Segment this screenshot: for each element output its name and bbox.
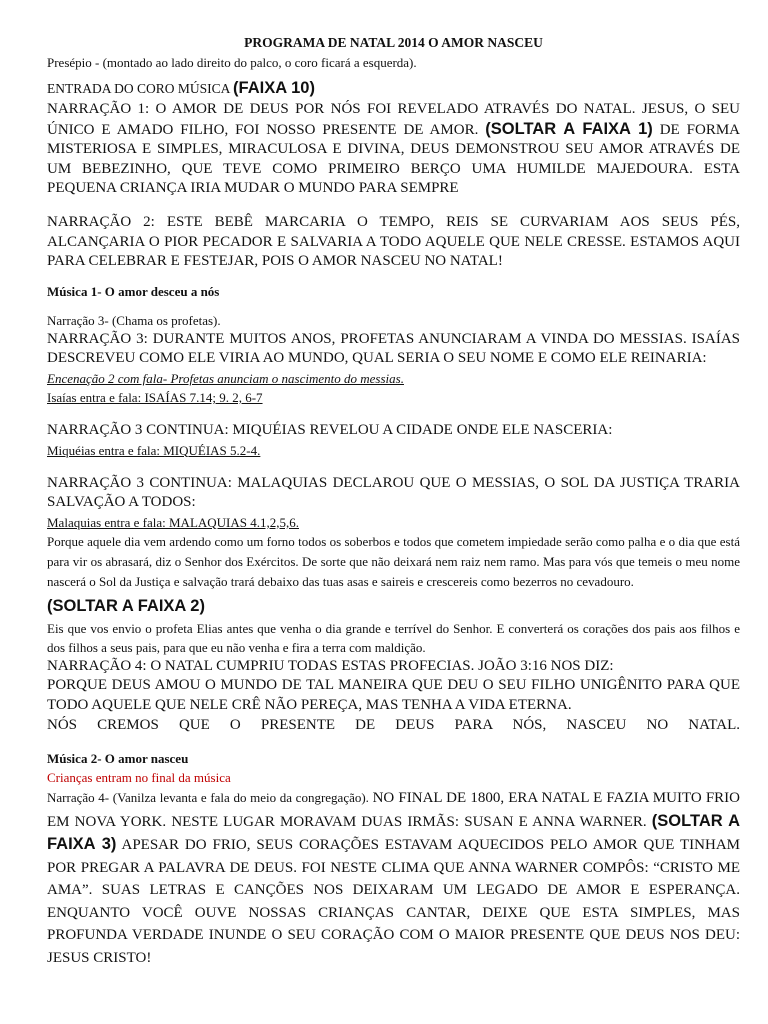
malaquias-line: Malaquias entra e fala: MALAQUIAS 4.1,2,5,6. [47, 514, 299, 530]
narracao-1-part2: DE FORMA MISTERIOSA E SIMPLES, MIRACULOSA E DIVINA, DEUS DEMONSTROU SEU AMOR ATRAVÉS DE UM BEBEZINHO, QUE TEVE COMO PRIMEIRO BERÇO UMA HUMILDE MAJEDOURA. ESTA PEQUENA CRIANÇA IRIA MUDAR O MUNDO PARA SEMPRE [47, 121, 740, 197]
narracao-3-continua-miqueias: NARRAÇÃO 3 CONTINUA: MIQUÉIAS REVELOU A CIDADE ONDE ELE NASCERIA: [47, 421, 613, 438]
faixa-3-cue: (SOLTAR A FAIXA 3) [47, 811, 740, 854]
faixa-10-cue: (FAIXA 10) [233, 79, 315, 97]
faixa-2-cue: (SOLTAR A FAIXA 2) [47, 596, 205, 615]
criancas-note: Crianças entram no final da música [47, 770, 231, 786]
musica-1-heading: Música 1- O amor desceu a nós [47, 283, 220, 299]
document-title: PROGRAMA DE NATAL 2014 O AMOR NASCEU [244, 35, 543, 50]
narracao-4-warner-part2: APESAR DO FRIO, SEUS CORAÇÕES ESTAVAM AQUECIDOS PELO AMOR QUE TINHAM POR PREGAR A PALAVRA DE DEUS. FOI NESTE CLIMA QUE ANNA WARNER COMPÔS: “CRISTO ME AMA”. SUAS LETRAS E CANÇÕES NOS DEIXARAM UM LEGADO DE AMOR E ESPERANÇA. ENQUANTO VOCÊ OUVE NOSSAS CRIANÇAS CANTAR, DEIXE QUE ESTA SIMPLES, MAS PROFUNDA VERDADE INUNDE O SEU CORAÇÃO COM O MAIOR PRESENTE QUE DEUS NOS DEU: JESUS CRISTO! [47, 837, 740, 966]
narracao-2: NARRAÇÃO 2: ESTE BEBÊ MARCARIA O TEMPO, REIS SE CURVARIAM AOS SEUS PÉS, ALCANÇARIA O PIOR PECADOR E SALVARIA A TODO AQUELE QUE NELE CRESSE. ESTAMOS AQUI PARA CELEBRAR E FESTEJAR, POIS O AMOR NASCEU NO NATAL! [47, 213, 740, 270]
elias-scripture: Eis que vos envio o profeta Elias antes que venha o dia grande e terrível do Senhor. E converterá os corações dos pais aos filhos e dos filhos a seus pais, para que eu não venha e fira a terra com maldição. [47, 620, 740, 655]
narracao-4-warner-part1: NO FINAL DE 1800, ERA NATAL E FAZIA MUITO FRIO EM NOVA YORK. NESTE LUGAR MORAVAM DUAS IRMÃS: SUSAN E ANNA WARNER. [47, 790, 740, 830]
joao-3-16: PORQUE DEUS AMOU O MUNDO DE TAL MANEIRA QUE DEU O SEU FILHO UNIGÊNITO PARA QUE TODO AQUELE QUE NELE CRÊ NÃO PEREÇA, MAS TENHA A VIDA ETERNA. [47, 677, 740, 713]
miqueias-line: Miquéias entra e fala: MIQUÉIAS 5.2-4. [47, 442, 261, 458]
musica-2-heading: Música 2- O amor nasceu [47, 751, 189, 767]
narracao-4: NARRAÇÃO 4: O NATAL CUMPRIU TODAS ESTAS PROFECIAS. JOÃO 3:16 NOS DIZ: [47, 657, 614, 674]
nos-cremos-line: NÓS CREMOS QUE O PRESENTE DE DEUS PARA NÓS, NASCEU NO NATAL. [47, 716, 740, 733]
narracao-3-note: Narração 3- (Chama os profetas). [47, 312, 221, 328]
presepio-note: Presépio - (montado ao lado direito do palco, o coro ficará a esquerda). [47, 55, 417, 70]
entrada-line [47, 79, 740, 98]
document-page [47, 34, 740, 969]
isaias-line: Isaías entra e fala: ISAÍAS 7.14; 9. 2, 6-7 [47, 389, 263, 405]
narracao-4-warner [47, 787, 740, 969]
narracao-3-continua-malaquias: NARRAÇÃO 3 CONTINUA: MALAQUIAS DECLAROU QUE O MESSIAS, O SOL DA JUSTIÇA TRARIA SALVAÇÃO A TODOS: [47, 474, 740, 511]
narracao-3: NARRAÇÃO 3: DURANTE MUITOS ANOS, PROFETAS ANUNCIARAM A VINDA DO MESSIAS. ISAÍAS DESCREVEU COMO ELE VIRIA AO MUNDO, QUAL SERIA O SEU NOME E COMO ELE REINARIA: [47, 330, 740, 367]
narracao-4-lead: Narração 4- (Vanilza levanta e fala do meio da congregação). [47, 790, 373, 806]
encenacao-2: Encenação 2 com fala- Profetas anunciam o nascimento do messias. [47, 370, 404, 386]
entrada-text: ENTRADA DO CORO MÚSICA [47, 81, 234, 96]
narracao-1 [47, 100, 740, 199]
faixa-1-cue: (SOLTAR A FAIXA 1) [485, 119, 653, 138]
narracao-1-part1: NARRAÇÃO 1: O AMOR DE DEUS POR NÓS FOI REVELADO ATRAVÉS DO NATAL. JESUS, O SEU ÚNICO E AMADO FILHO, FOI NOSSO PRESENTE DE AMOR. [47, 101, 740, 138]
malaquias-scripture: Porque aquele dia vem ardendo como um forno todos os soberbos e todos que cometem impiedade serão como palha e o dia que está para vir os abrasará, diz o Senhor dos Exércitos. De sorte que não deixará nem raiz nem ramo. Mas para vós que temeis o meu nome nascerá o Sol da Justiça e salvação trará debaixo das tuas asas e saireis e crescereis como bezerros no cevadouro. [47, 533, 740, 589]
